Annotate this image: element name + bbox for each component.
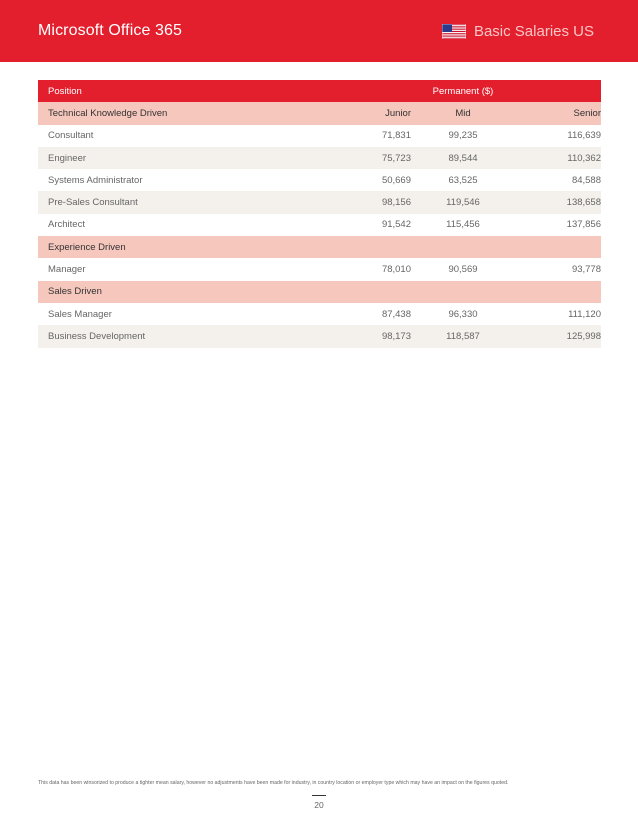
level-mid-label: Mid (455, 107, 471, 119)
table-title-row (38, 80, 601, 102)
junior-cell: 98,156 (381, 197, 411, 209)
junior-cell: 98,173 (381, 330, 411, 342)
mid-cell: 90,569 (448, 264, 478, 276)
mid-cell: 89,544 (448, 152, 478, 164)
junior-cell: 91,542 (381, 219, 411, 231)
table-row (38, 325, 601, 347)
page-number: 20 (314, 800, 324, 810)
mid-cell: 96,330 (448, 308, 478, 320)
position-column-header: Position (48, 85, 82, 97)
position-cell: Sales Manager (48, 308, 112, 320)
senior-cell: 111,120 (568, 308, 601, 320)
position-cell: Engineer (48, 152, 87, 164)
permanent-column-header: Permanent ($) (432, 85, 494, 97)
position-cell: Pre-Sales Consultant (48, 197, 138, 209)
mid-cell: 99,235 (448, 130, 478, 142)
group-header-row (38, 281, 601, 303)
position-cell: Systems Administrator (48, 174, 143, 186)
level-senior-label: Senior (573, 107, 601, 119)
group-label: Experience Driven (48, 241, 126, 253)
mid-cell: 115,456 (446, 219, 480, 231)
table-row (38, 147, 601, 169)
section-title: Basic Salaries US (473, 22, 594, 40)
junior-cell: 71,831 (381, 130, 411, 142)
footnote: This data has been winsorized to produce a tighter mean salary, however no adjustments have been made for industry, in country location or employer type which may have an impact on the figures quoted. (38, 780, 509, 786)
position-cell: Manager (48, 264, 86, 276)
senior-cell: 137,856 (566, 219, 601, 231)
group-header-row (38, 102, 601, 124)
level-junior-label: Junior (385, 107, 411, 119)
table-row (38, 125, 601, 147)
junior-cell: 78,010 (381, 264, 411, 276)
table-row (38, 191, 601, 213)
senior-cell: 116,639 (567, 130, 601, 142)
table-row (38, 169, 601, 191)
table-row (38, 258, 601, 280)
position-cell: Architect (48, 219, 85, 231)
senior-cell: 110,362 (567, 152, 601, 164)
junior-cell: 75,723 (381, 152, 411, 164)
position-cell: Business Development (48, 330, 146, 342)
group-label: Technical Knowledge Driven (48, 107, 168, 119)
mid-cell: 63,525 (448, 174, 478, 186)
group-label: Sales Driven (48, 286, 102, 298)
document-title: Microsoft Office 365 (38, 22, 182, 39)
table-row (38, 303, 601, 325)
us-flag-icon (442, 24, 466, 39)
position-cell: Consultant (48, 130, 94, 142)
page-number-rule (312, 795, 326, 796)
table-row (38, 214, 601, 236)
senior-cell: 138,658 (566, 197, 601, 209)
mid-cell: 119,546 (446, 197, 480, 209)
senior-cell: 125,998 (566, 330, 601, 342)
junior-cell: 50,669 (381, 174, 411, 186)
junior-cell: 87,438 (381, 308, 411, 320)
section-heading (442, 23, 594, 40)
page-header (0, 0, 638, 62)
salary-table (38, 80, 601, 348)
senior-cell: 93,778 (571, 264, 601, 276)
group-header-row (38, 236, 601, 258)
mid-cell: 118,587 (446, 330, 480, 342)
senior-cell: 84,588 (571, 174, 601, 186)
